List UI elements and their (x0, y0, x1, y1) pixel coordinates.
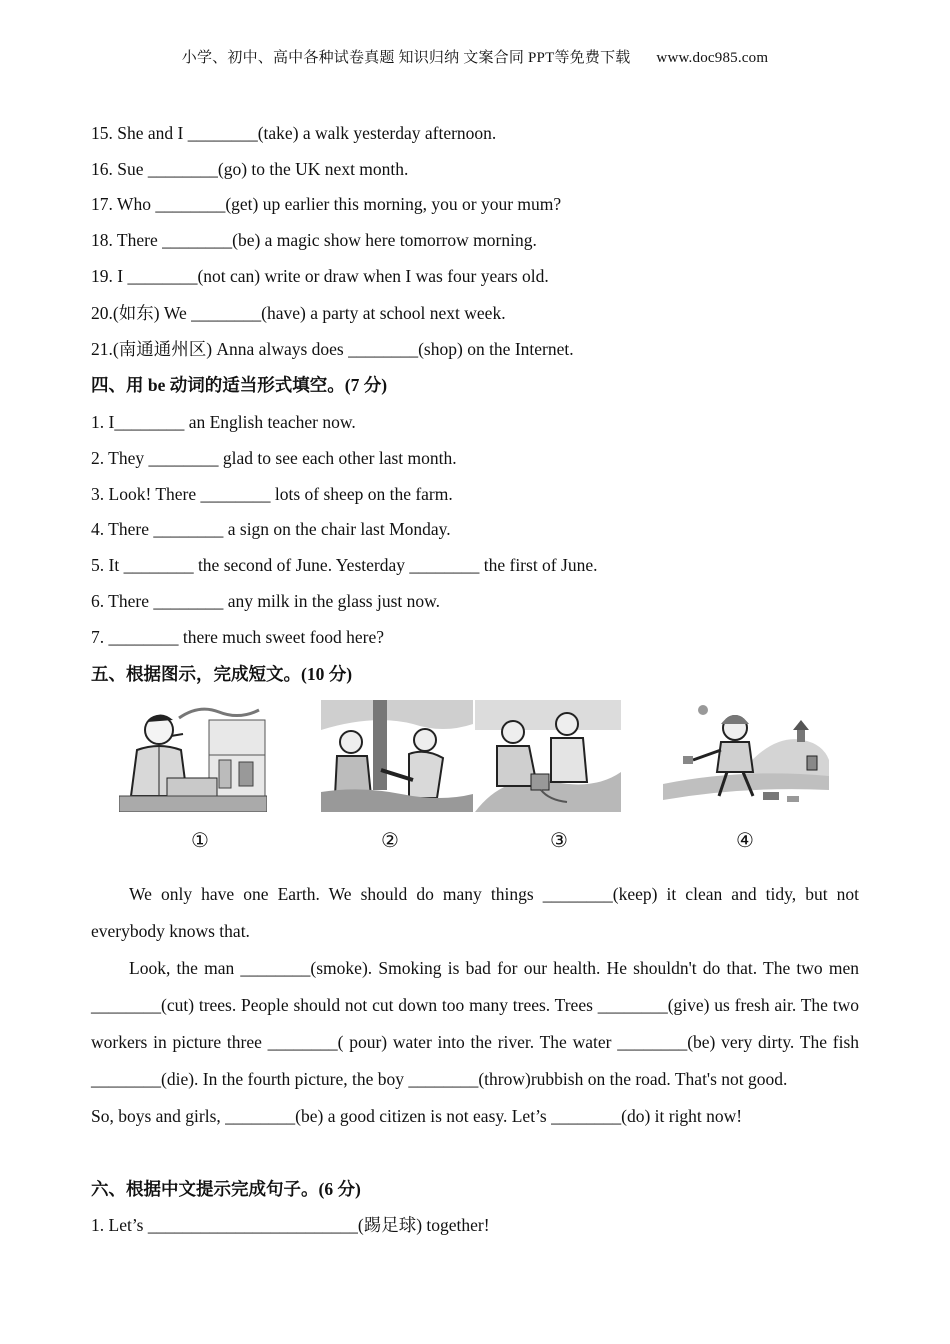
man-smoking-picture (119, 700, 267, 812)
boy-throwing-rubbish-picture (663, 700, 829, 812)
picture-label-1: ① (191, 830, 209, 852)
exercise-item: 15. She and I ________(take) a walk yesterday afternoon. (91, 123, 497, 143)
exercise-item: 6. There ________ any milk in the glass just now. (91, 591, 440, 611)
exercise-item: 18. There ________(be) a magic show here tomorrow morning. (91, 230, 537, 250)
header-text: 小学、初中、高中各种试卷真题 知识归纳 文案合同 PPT等免费下载 (181, 50, 631, 66)
exercise-item: 7. ________ there much sweet food here? (91, 627, 385, 647)
exercise-item: 19. I ________(not can) write or draw when I was four years old. (91, 266, 549, 286)
exercise-item: 16. Sue ________(go) to the UK next month. (91, 159, 409, 179)
exercise-item: 17. Who ________(get) up earlier this morning, you or your mum? (91, 194, 562, 214)
passage-paragraph-2: Look, the man ________(smoke). Smoking is bad for our health. He shouldn't do that. The two men ________(cut) trees. People should not cut down too many trees. Trees ________(give) us fresh air. The two workers in picture three ________( pour) water into the river. The water ________(be) very dirty. The fish ________(die). In the fourth picture, the boy ________(throw)rubbish on the road. That's not good. (91, 958, 859, 1089)
exercise-item: 1. Let’s ________________________(踢足球) together! (91, 1215, 490, 1235)
exercise-item: 5. It ________ the second of June. Yesterday ________ the first of June. (91, 555, 598, 575)
section-six-title: 六、根据中文提示完成句子。(6 分) (91, 1179, 361, 1199)
picture-label-2: ② (381, 830, 399, 852)
picture-strip (91, 700, 859, 860)
section-five-title: 五、根据图示，完成短文。(10 分) (91, 664, 353, 684)
men-cutting-trees-picture (321, 700, 473, 812)
exercise-item: 20.(如东) We ________(have) a party at school next week. (91, 303, 506, 323)
picture-label-3: ③ (550, 830, 568, 852)
exercise-item: 2. They ________ glad to see each other last month. (91, 448, 457, 468)
exercise-item: 4. There ________ a sign on the chair last Monday. (91, 519, 451, 539)
passage (91, 876, 859, 1135)
passage-paragraph-1: We only have one Earth. We should do many things ________(keep) it clean and tidy, but not everybody knows that. (91, 884, 859, 941)
header-url: www.doc985.com (656, 50, 769, 66)
exercise-item: 3. Look! There ________ lots of sheep on the farm. (91, 484, 453, 504)
exercise-item: 1. I________ an English teacher now. (91, 412, 356, 432)
passage-paragraph-3: So, boys and girls, ________(be) a good citizen is not easy. Let’s ________(do) it right now! (91, 1106, 743, 1126)
workers-pouring-water-picture (475, 700, 621, 812)
exercise-item: 21.(南通通州区) Anna always does ________(shop) on the Internet. (91, 339, 574, 359)
page-header (0, 46, 950, 67)
picture-label-4: ④ (736, 830, 754, 852)
section-four-title: 四、用 be 动词的适当形式填空。(7 分) (91, 375, 388, 395)
